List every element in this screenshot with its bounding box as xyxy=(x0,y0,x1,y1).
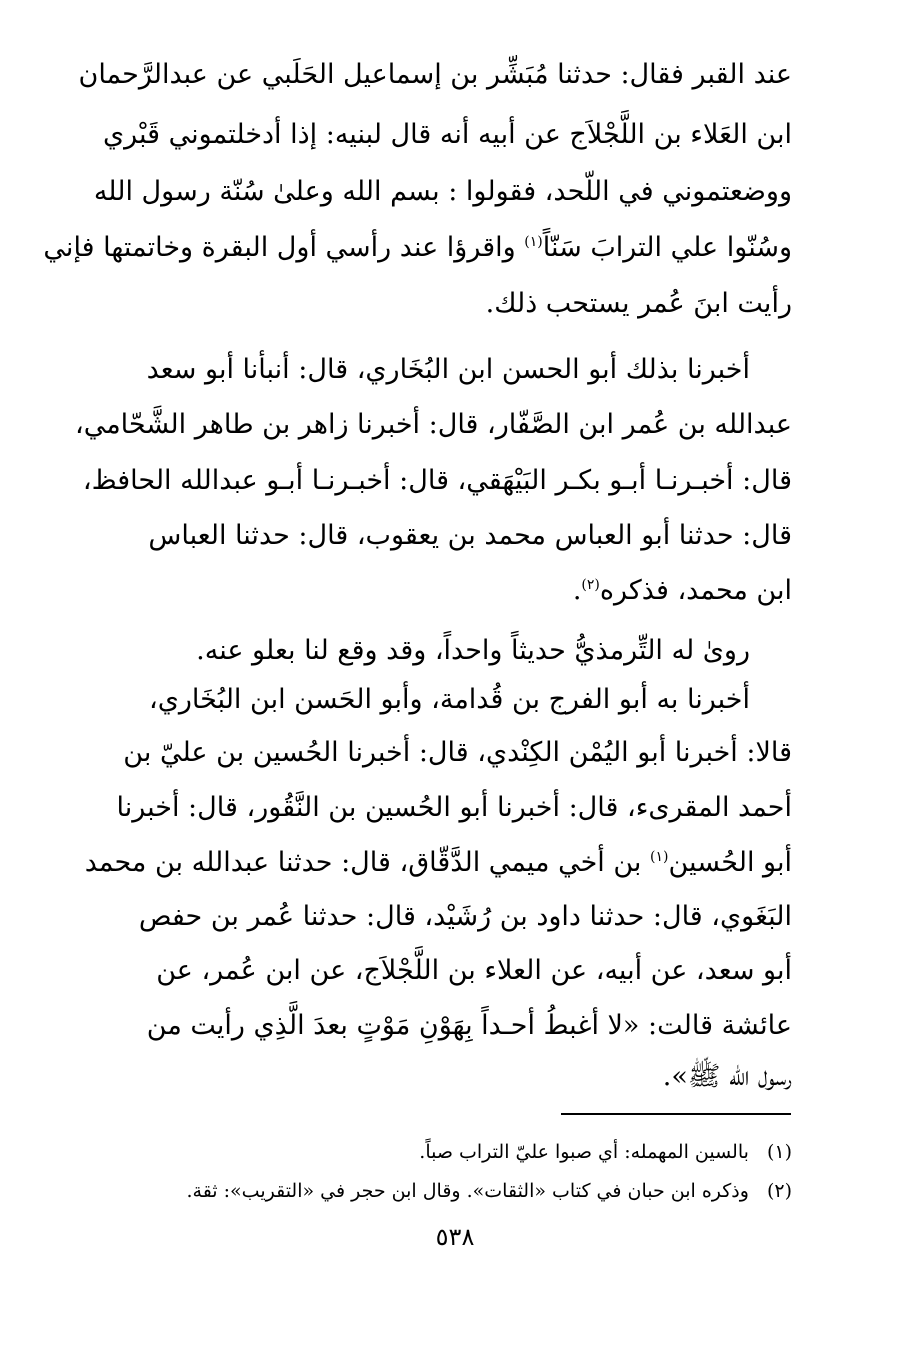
text-line: أبو سعد، عن أبيه، عن العلاء بن اللَّجْلاَج، عن ابن عُمر، عن xyxy=(156,955,792,986)
footnote-reference-2: (٢) xyxy=(581,577,600,593)
text-line xyxy=(85,843,792,883)
text-segment: ابن محمد، فذكره xyxy=(599,575,792,606)
text-line: قالا: أخبرنا أبو اليُمْن الكِنْدي، قال: أخبرنا الحُسين بن عليّ بن xyxy=(123,737,792,768)
text-line: قال: حدثنا أبو العباس محمد بن يعقوب، قال: حدثنا العباس xyxy=(148,520,792,551)
page-number: ٥٣٨ xyxy=(435,1223,475,1251)
footnote-number: (١) xyxy=(766,1141,792,1163)
text-line: رسول الله ﷺ». xyxy=(662,1061,792,1092)
text-line: رأيت ابنَ عُمر يستحب ذلك. xyxy=(485,288,792,319)
text-segment: واقرؤا عند رأسي أول البقرة وخاتمتها فإني xyxy=(43,232,525,263)
footnote-divider xyxy=(561,1113,791,1115)
text-line: البَغَوي، قال: حدثنا داود بن رُشَيْد، قال: حدثنا عُمر بن حفص xyxy=(138,901,792,932)
footnote-number: (٢) xyxy=(766,1180,792,1202)
text-segment: وسُنّوا علي الترابَ سَنّاً xyxy=(542,232,792,263)
text-segment: أبو الحُسين xyxy=(668,847,792,878)
text-line: ووضعتموني في اللّحد، فقولوا : بسم الله وعلىٰ سُنّة رسول الله xyxy=(93,176,792,207)
footnote-reference-1: (١) xyxy=(650,849,669,865)
text-line: عائشة قالت: «لا أغبطُ أحـداً بِهَوْنِ مَوْتٍ بعدَ الَّذِي رأيت من xyxy=(146,1010,792,1041)
text-segment: بن أخي ميمي الدَّقّاق، قال: حدثنا عبدالله بن محمد xyxy=(84,847,651,878)
text-line: ابن العَلاء بن اللَّجْلاَج عن أبيه أنه قال لبنيه: إذا أدخلتموني قَبْري xyxy=(102,119,792,150)
footnote-reference-1: (١) xyxy=(524,234,543,250)
text-line: أحمد المقرىء، قال: أخبرنا أبو الحُسين بن النَّقُور، قال: أخبرنا xyxy=(116,792,792,823)
text-line: أخبرنا به أبو الفرج بن قُدامة، وأبو الحَسن ابن البُخَاري، xyxy=(149,684,750,715)
footnote-text: بالسين المهمله: أي صبوا عليّ التراب صباً. xyxy=(419,1141,749,1163)
text-line: روىٰ له التِّرمذيُّ حديثاً واحداً، وقد وقع لنا بعلو عنه. xyxy=(196,635,750,666)
text-line: قال: أخبـرنـا أبـو بكـر البَيْهَقي، قال: أخبـرنـا أبـو عبدالله الحافظ، xyxy=(82,465,792,496)
text-line: عبدالله بن عُمر ابن الصَّفّار، قال: أخبرنا زاهر بن طاهر الشَّحّامي، xyxy=(74,409,792,440)
footnote xyxy=(419,1137,792,1167)
text-line: عند القبر فقال: حدثنا مُبَشِّر بن إسماعيل الحَلَبي عن عبدالرَّحمان xyxy=(78,59,792,90)
text-line xyxy=(43,228,792,268)
footnote-text: وذكره ابن حبان في كتاب «الثقات». وقال ابن حجر في «التقريب»: ثقة. xyxy=(186,1180,749,1202)
footnote xyxy=(186,1176,792,1206)
text-line: أخبرنا بذلك أبو الحسن ابن البُخَاري، قال: أنبأنا أبو سعد xyxy=(146,354,750,385)
text-line xyxy=(573,571,792,611)
text-segment: . xyxy=(572,575,582,606)
